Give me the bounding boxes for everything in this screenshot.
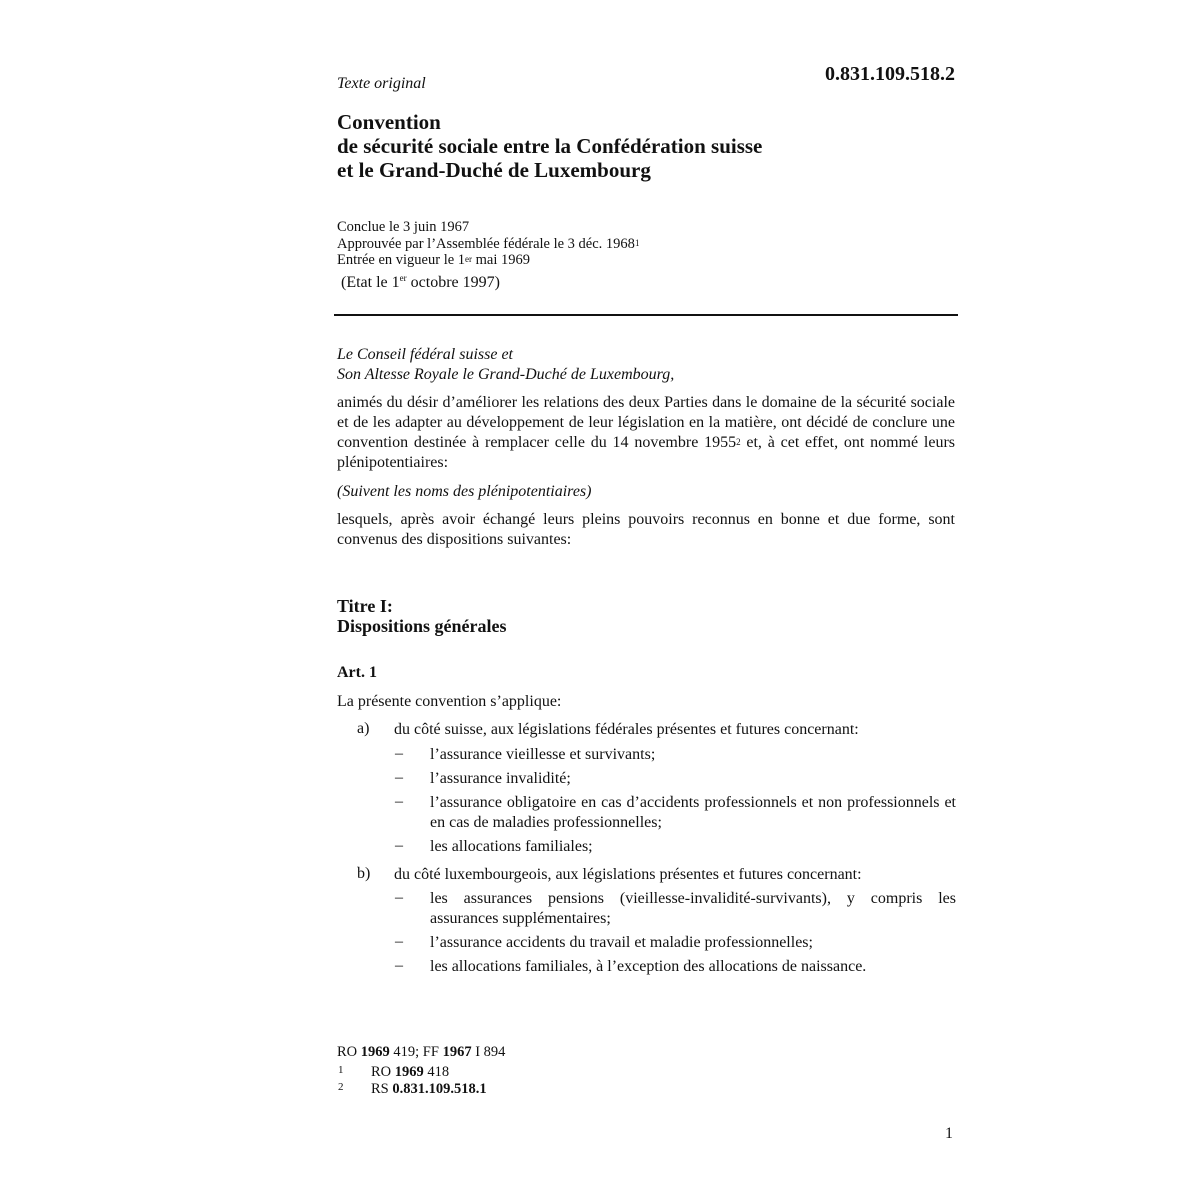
- footnote-ref-1: 1: [634, 237, 640, 248]
- dash-bullet: –: [395, 957, 403, 974]
- party-luxembourg: Son Altesse Royale le Grand-Duché de Luxembourg,: [337, 366, 675, 383]
- contracting-parties: [337, 345, 957, 385]
- page-number: 1: [945, 1125, 953, 1142]
- footnote-number-2: 2: [338, 1081, 344, 1093]
- plenipotentiaries-note: (Suivent les noms des plénipotentiaires): [337, 483, 592, 500]
- dash-bullet: –: [395, 933, 403, 950]
- list-item: les allocations familiales, à l’exception des allocations de naissance.: [430, 958, 867, 975]
- status-date: (Etat le 1er octobre 1997): [341, 273, 500, 291]
- document-meta: [337, 219, 639, 269]
- article-heading: Art. 1: [337, 664, 377, 681]
- list-item: l’assurance vieillesse et survivants;: [430, 746, 656, 763]
- preamble-paragraph-1: animés du désir d’améliorer les relations des deux Parties dans le domaine de la sécurité sociale et de les adapter au développement de leur législation en la matière, ont décidé de conclure une convention destinée à remplacer celle du 14 novembre 1955$^2$ et, à cet effet, ont nommé leurs plénipotentiaires:: [337, 394, 955, 471]
- item-marker-a: a): [357, 720, 370, 737]
- original-text-label: Texte original: [337, 75, 426, 92]
- document-code: 0.831.109.518.2: [825, 63, 955, 85]
- footnote-1: RO 1969 418: [371, 1064, 450, 1080]
- footnote-number-1: 1: [338, 1064, 344, 1076]
- list-item: les assurances pensions (vieillesse-invalidité-survivants), y compris les assurances supplémentaires;: [430, 890, 956, 927]
- document-title: [337, 110, 762, 182]
- dash-bullet: –: [395, 745, 403, 762]
- approved-date: Approuvée par l’Assemblée fédérale le 3 déc. 1968$^1$: [337, 235, 640, 252]
- preamble-paragraph-2: lesquels, après avoir échangé leurs pleins pouvoirs reconnus en bonne et due forme, sont convenus des dispositions suivantes:: [337, 511, 955, 548]
- entry-into-force: Entrée en vigueur le 1er mai 1969: [337, 252, 531, 268]
- footnote-2: RS 0.831.109.518.1: [371, 1081, 487, 1097]
- publication-reference: RO 1969 419; FF 1967 I 894: [337, 1044, 506, 1060]
- party-switzerland: Le Conseil fédéral suisse et: [337, 346, 513, 363]
- list-item: les allocations familiales;: [430, 838, 593, 855]
- item-marker-b: b): [357, 865, 371, 882]
- title-line-1: Convention: [337, 110, 441, 134]
- list-item: l’assurance obligatoire en cas d’accidents professionnels et non professionnels et en cas de maladies professionnelles;: [430, 794, 956, 831]
- list-item: l’assurance invalidité;: [430, 770, 571, 787]
- article-intro: La présente convention s’applique:: [337, 693, 562, 710]
- dash-bullet: –: [395, 889, 403, 906]
- dash-bullet: –: [395, 769, 403, 786]
- item-a-text: du côté suisse, aux législations fédérales présentes et futures concernant:: [394, 721, 859, 738]
- dash-bullet: –: [395, 793, 403, 810]
- header-divider: [334, 314, 958, 316]
- list-item: l’assurance accidents du travail et maladie professionnelles;: [430, 934, 813, 951]
- concluded-date: Conclue le 3 juin 1967: [337, 219, 470, 235]
- titre-number: Titre I:: [337, 596, 393, 616]
- titre-name: Dispositions générales: [337, 616, 507, 636]
- title-line-3: et le Grand-Duché de Luxembourg: [337, 158, 651, 182]
- footnote-ref-2: 2: [736, 437, 741, 447]
- titre-heading: [337, 596, 507, 636]
- item-b-text: du côté luxembourgeois, aux législations présentes et futures concernant:: [394, 866, 862, 883]
- title-line-2: de sécurité sociale entre la Confédération suisse: [337, 134, 763, 158]
- dash-bullet: –: [395, 837, 403, 854]
